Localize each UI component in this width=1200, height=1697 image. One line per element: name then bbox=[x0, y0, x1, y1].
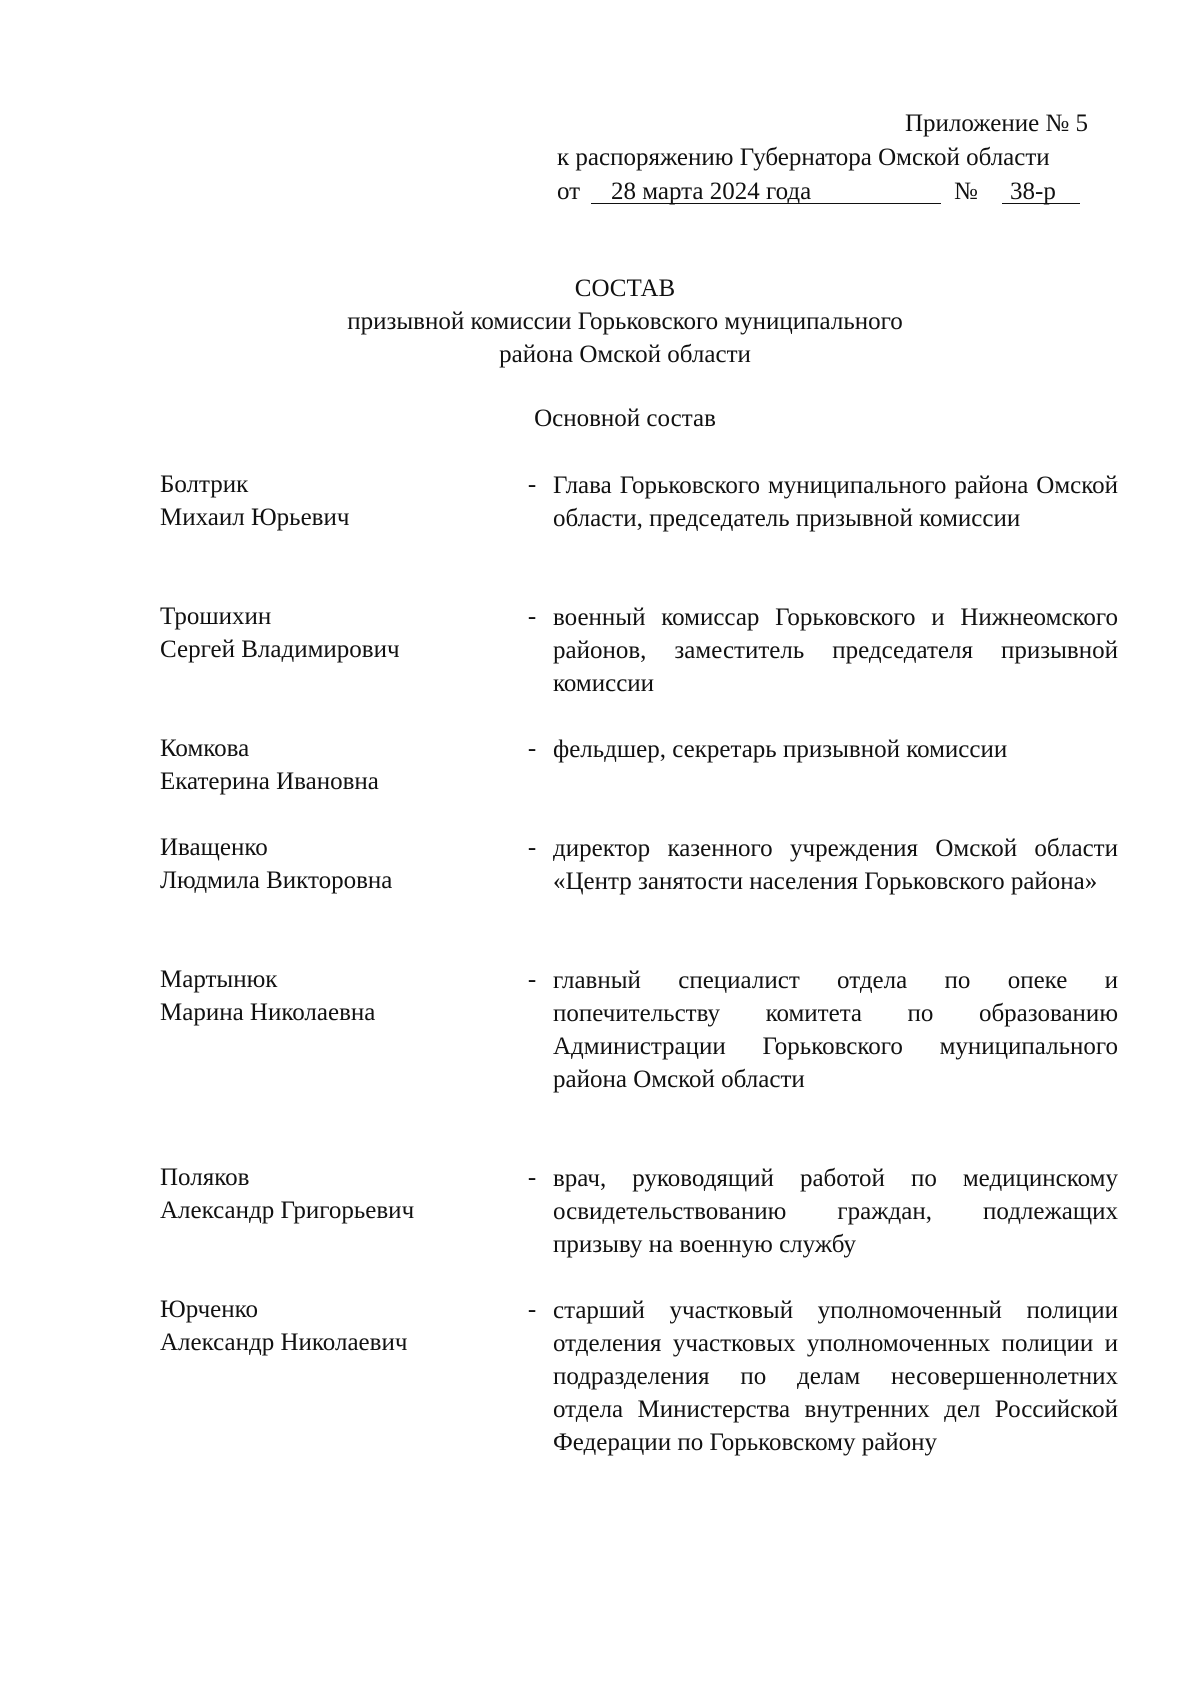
appendix-label: Приложение № 5 bbox=[905, 110, 1089, 137]
member-surname: Иващенко bbox=[160, 834, 268, 861]
number-prefix: № bbox=[954, 178, 978, 205]
member-name bbox=[160, 832, 500, 898]
member-dash: - bbox=[527, 603, 537, 630]
member-dash: - bbox=[527, 471, 537, 498]
member-name bbox=[160, 1162, 500, 1228]
member-dash: - bbox=[527, 834, 537, 861]
document-title bbox=[0, 273, 1200, 372]
member-role: главный специалист отдела по опеке и попечительству комитета по образованию Администрации Горьковского муниципального района Омской области bbox=[553, 967, 1118, 1093]
date-value: 28 марта 2024 года bbox=[591, 176, 941, 204]
member-role: Глава Горьковского муниципального района Омской области, председатель призывной комиссии bbox=[553, 472, 1118, 532]
member-role: фельдшер, секретарь призывной комиссии bbox=[553, 736, 1008, 763]
member-given-name: Людмила Викторовна bbox=[160, 867, 393, 894]
member-name bbox=[160, 601, 500, 667]
member-given-name: Марина Николаевна bbox=[160, 999, 376, 1026]
order-reference: к распоряжению Губернатора Омской области bbox=[557, 144, 1050, 171]
section-title: Основной состав bbox=[534, 405, 716, 432]
member-name bbox=[160, 964, 500, 1030]
member-role: врач, руководящий работой по медицинскому освидетельствованию граждан, подлежащих призыву на военную службу bbox=[553, 1165, 1118, 1258]
member-name bbox=[160, 1294, 500, 1360]
member-surname: Юрченко bbox=[160, 1296, 258, 1323]
title-line-2: района Омской области bbox=[499, 341, 751, 368]
member-dash: - bbox=[527, 735, 537, 762]
member-surname: Трошихин bbox=[160, 603, 272, 630]
member-surname: Поляков bbox=[160, 1164, 250, 1191]
member-given-name: Александр Николаевич bbox=[160, 1329, 408, 1356]
member-dash: - bbox=[527, 966, 537, 993]
document-header bbox=[557, 108, 1125, 210]
member-given-name: Екатерина Ивановна bbox=[160, 768, 379, 795]
number-value: 38-р bbox=[1002, 176, 1080, 204]
member-role: военный комиссар Горьковского и Нижнеомского районов, заместитель председателя призывной комиссии bbox=[553, 604, 1118, 697]
member-name bbox=[160, 733, 500, 799]
member-role: старший участковый уполномоченный полиции отделения участковых уполномоченных полиции и подразделения по делам несовершеннолетних отдела Министерства внутренних дел Российской Федерации по Горьковскому району bbox=[553, 1297, 1118, 1456]
member-surname: Мартынюк bbox=[160, 966, 278, 993]
member-surname: Болтрик bbox=[160, 471, 249, 498]
member-given-name: Александр Григорьевич bbox=[160, 1197, 415, 1224]
member-given-name: Сергей Владимирович bbox=[160, 636, 400, 663]
title-line-1: призывной комиссии Горьковского муниципального bbox=[347, 308, 903, 335]
title-main: СОСТАВ bbox=[574, 275, 676, 302]
member-name bbox=[160, 469, 500, 535]
member-surname: Комкова bbox=[160, 735, 250, 762]
member-dash: - bbox=[527, 1164, 537, 1191]
date-number-line bbox=[557, 176, 1125, 210]
date-prefix: от bbox=[557, 178, 581, 205]
member-given-name: Михаил Юрьевич bbox=[160, 504, 350, 531]
member-dash: - bbox=[527, 1296, 537, 1323]
member-role: директор казенного учреждения Омской области «Центр занятости населения Горьковского района» bbox=[553, 835, 1118, 895]
